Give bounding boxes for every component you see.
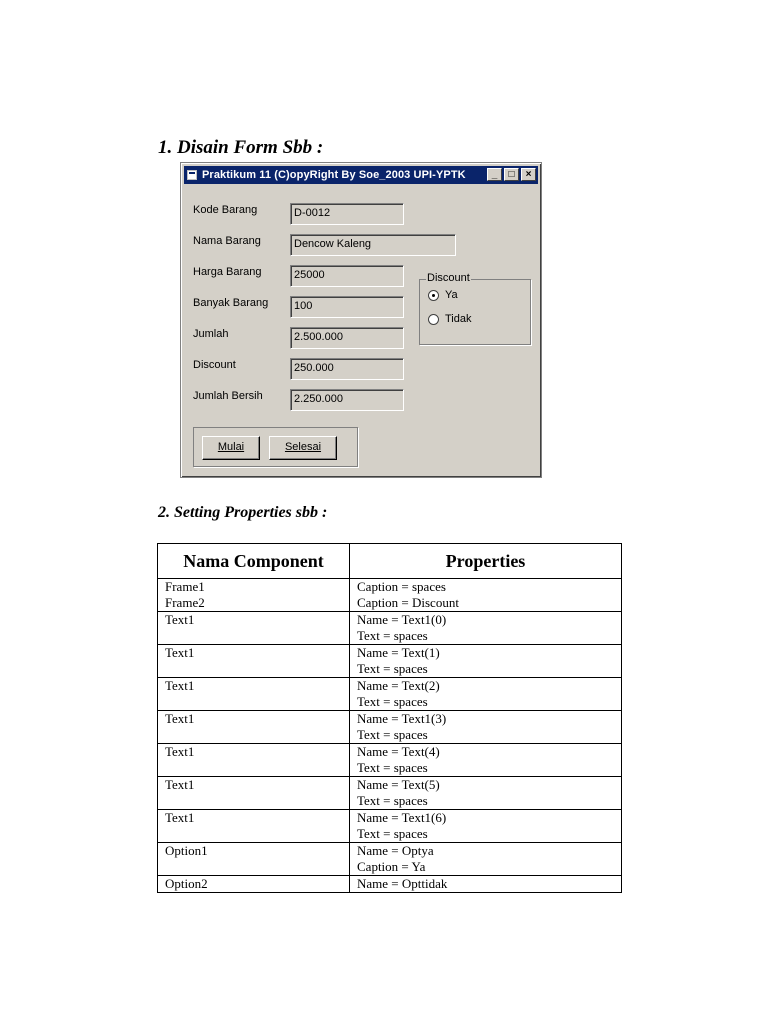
component-name: Option2 xyxy=(165,876,208,891)
component-cell xyxy=(158,579,350,612)
component-name: Text1 xyxy=(165,678,195,693)
table-row xyxy=(158,744,622,777)
property-line: Name = Text(4) xyxy=(357,744,440,759)
table-row xyxy=(158,678,622,711)
window-titlebar[interactable] xyxy=(184,166,538,184)
component-cell xyxy=(158,612,350,645)
properties-cell xyxy=(350,843,622,876)
properties-cell xyxy=(350,810,622,843)
label-banyak-barang: Banyak Barang xyxy=(193,297,269,309)
property-line: Name = Opttidak xyxy=(357,876,448,891)
component-name: Frame1 xyxy=(165,579,205,594)
property-line: Name = Text1(3) xyxy=(357,711,447,726)
property-line: Text = spaces xyxy=(357,661,428,676)
column-header-properties: Properties xyxy=(350,544,622,579)
option-ya-label: Ya xyxy=(445,289,458,301)
properties-cell xyxy=(350,579,622,612)
option-tidak[interactable] xyxy=(428,313,472,325)
property-line: Name = Text(2) xyxy=(357,678,440,693)
property-line: Text = spaces xyxy=(357,826,428,841)
label-jumlah: Jumlah xyxy=(193,328,229,340)
discount-frame xyxy=(419,272,531,345)
maximize-button[interactable]: □ xyxy=(504,168,519,181)
component-name: Option1 xyxy=(165,843,208,858)
component-cell xyxy=(158,645,350,678)
properties-cell xyxy=(350,645,622,678)
property-line: Text = spaces xyxy=(357,628,428,643)
property-line: Caption = Discount xyxy=(357,595,459,610)
label-kode-barang: Kode Barang xyxy=(193,204,258,216)
table-row xyxy=(158,777,622,810)
table-row xyxy=(158,579,622,612)
radio-selected-icon xyxy=(428,290,439,301)
component-cell xyxy=(158,843,350,876)
property-line: Name = Text(5) xyxy=(357,777,440,792)
table-header-row xyxy=(158,544,622,579)
mulai-button[interactable]: Mulai xyxy=(202,436,260,460)
input-jumlah[interactable]: 2.500.000 xyxy=(290,327,404,349)
selesai-button[interactable]: Selesai xyxy=(269,436,337,460)
input-nama-barang[interactable]: Dencow Kaleng xyxy=(290,234,456,256)
table-row xyxy=(158,612,622,645)
component-name: Text1 xyxy=(165,711,195,726)
properties-cell xyxy=(350,876,622,893)
input-discount[interactable]: 250.000 xyxy=(290,358,404,380)
minimize-button[interactable]: _ xyxy=(487,168,502,181)
label-nama-barang: Nama Barang xyxy=(193,235,261,247)
properties-cell xyxy=(350,711,622,744)
table-row xyxy=(158,645,622,678)
section-heading-setting-properties: 2. Setting Properties sbb : xyxy=(158,504,328,521)
input-jumlah-bersih[interactable]: 2.250.000 xyxy=(290,389,404,411)
button-frame xyxy=(193,427,358,467)
property-line: Name = Text1(0) xyxy=(357,612,447,627)
component-cell xyxy=(158,711,350,744)
component-cell xyxy=(158,876,350,893)
table-row xyxy=(158,876,622,893)
label-discount: Discount xyxy=(193,359,236,371)
component-cell xyxy=(158,678,350,711)
input-banyak-barang[interactable]: 100 xyxy=(290,296,404,318)
window-title: Praktikum 11 (C)opyRight By Soe_2003 UPI-YPTK xyxy=(202,169,466,181)
component-name: Text1 xyxy=(165,645,195,660)
component-name: Frame2 xyxy=(165,595,205,610)
table-row xyxy=(158,843,622,876)
column-header-component: Nama Component xyxy=(158,544,350,579)
table-row xyxy=(158,711,622,744)
property-line: Name = Optya xyxy=(357,843,434,858)
label-harga-barang: Harga Barang xyxy=(193,266,262,278)
label-jumlah-bersih: Jumlah Bersih xyxy=(193,390,263,402)
discount-frame-caption: Discount xyxy=(427,272,470,284)
input-kode-barang[interactable]: D-0012 xyxy=(290,203,404,225)
option-ya[interactable] xyxy=(428,289,458,301)
property-line: Text = spaces xyxy=(357,694,428,709)
property-line: Text = spaces xyxy=(357,760,428,775)
radio-unselected-icon xyxy=(428,314,439,325)
property-line: Caption = spaces xyxy=(357,579,446,594)
component-name: Text1 xyxy=(165,777,195,792)
section-heading-design-form: 1. Disain Form Sbb : xyxy=(158,137,324,158)
component-cell xyxy=(158,744,350,777)
option-tidak-label: Tidak xyxy=(445,313,472,325)
properties-cell xyxy=(350,612,622,645)
component-cell xyxy=(158,777,350,810)
property-line: Caption = Ya xyxy=(357,859,426,874)
form-app-icon xyxy=(187,170,197,180)
properties-cell xyxy=(350,777,622,810)
component-name: Text1 xyxy=(165,612,195,627)
vb-form-window xyxy=(180,162,542,478)
component-cell xyxy=(158,810,350,843)
component-name: Text1 xyxy=(165,810,195,825)
properties-table xyxy=(157,543,622,893)
property-line: Text = spaces xyxy=(357,727,428,742)
close-button[interactable]: × xyxy=(521,168,536,181)
property-line: Name = Text1(6) xyxy=(357,810,447,825)
properties-cell xyxy=(350,744,622,777)
component-name: Text1 xyxy=(165,744,195,759)
properties-cell xyxy=(350,678,622,711)
table-row xyxy=(158,810,622,843)
property-line: Name = Text(1) xyxy=(357,645,440,660)
property-line: Text = spaces xyxy=(357,793,428,808)
input-harga-barang[interactable]: 25000 xyxy=(290,265,404,287)
